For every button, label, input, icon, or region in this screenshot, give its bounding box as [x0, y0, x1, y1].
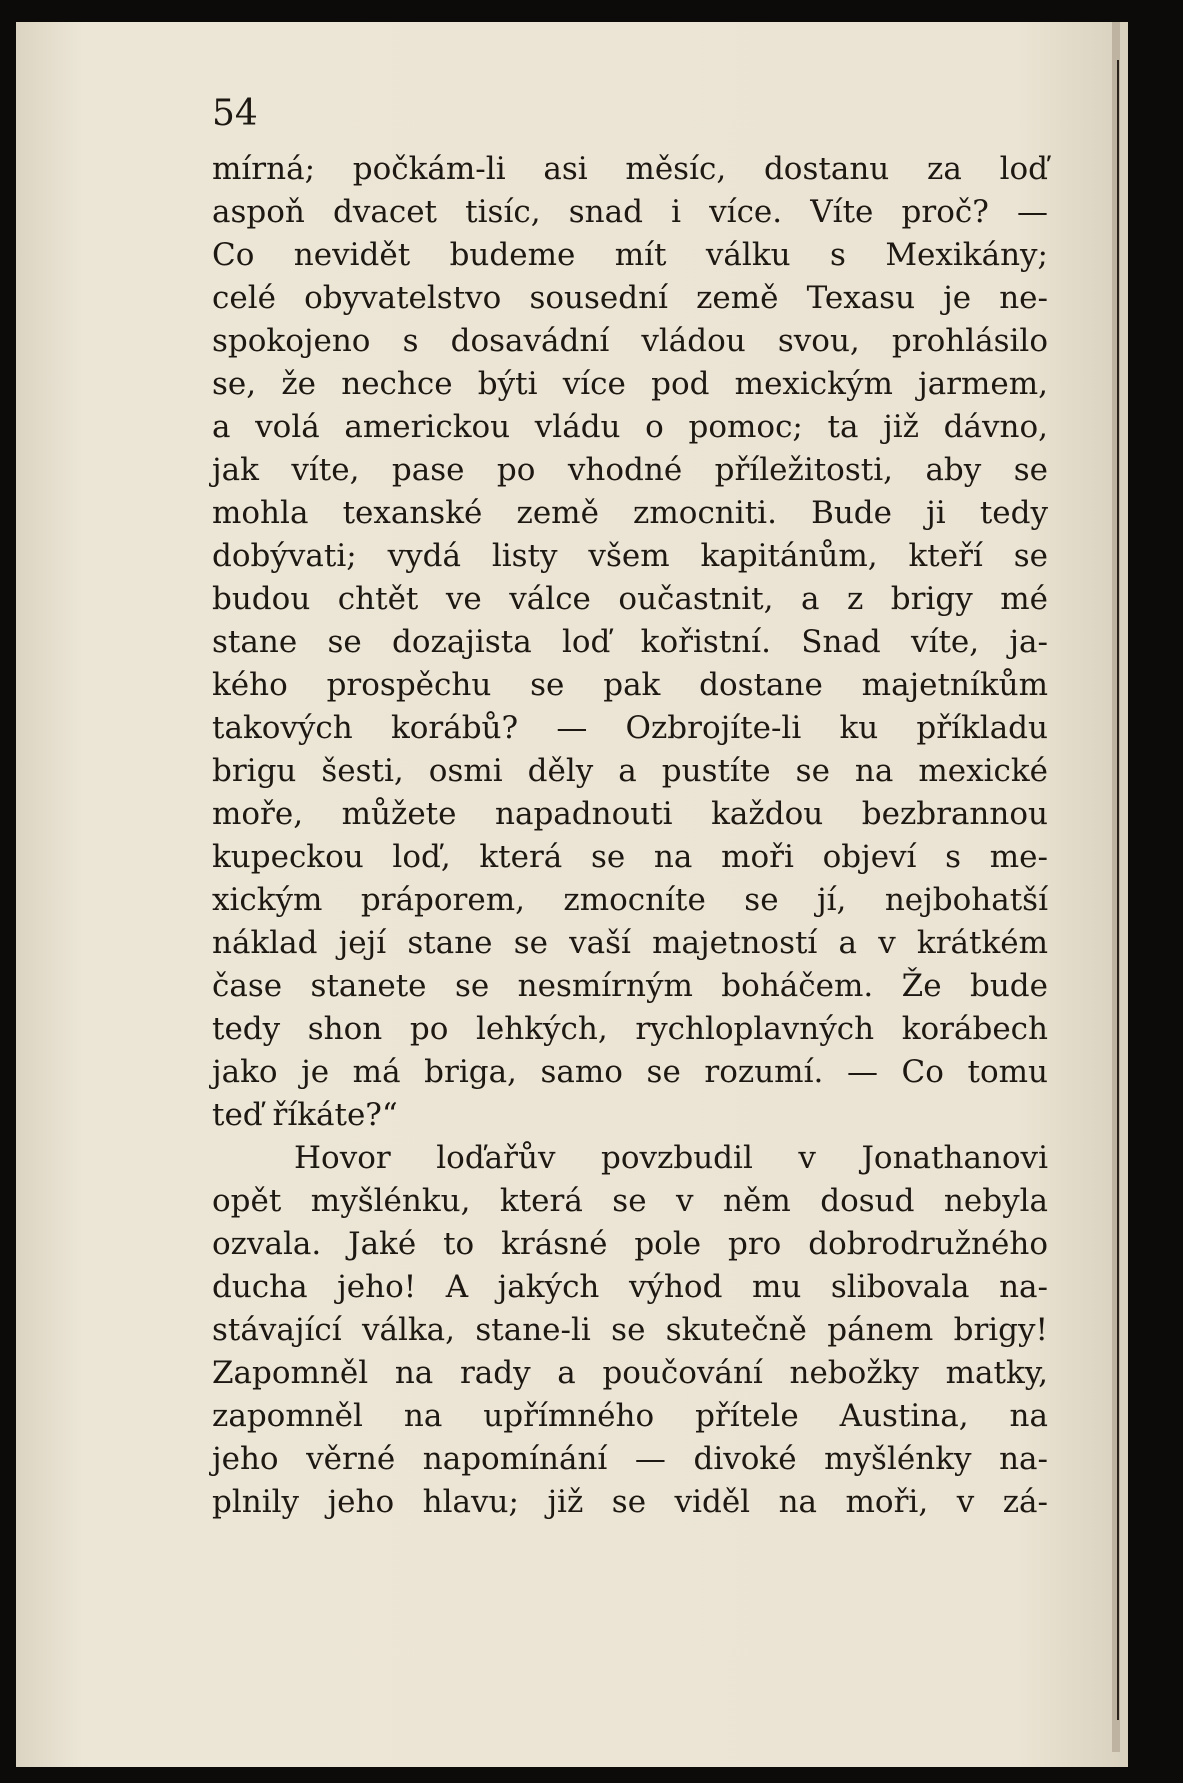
text-line: xickým práporem, zmocníte se jí, nejbohatší [212, 882, 1048, 918]
text-line: aspoň dvacet tisíc, snad i více. Víte proč? — [212, 194, 1048, 230]
text-line: opět myšlénku, která se v něm dosud nebyla [212, 1183, 1048, 1219]
body-text [212, 148, 1048, 1524]
text-line: zapomněl na upřímného přítele Austina, na [212, 1398, 1048, 1434]
text-line: jeho věrné napomínání — divoké myšlénky na- [212, 1441, 1048, 1477]
text-line: stane se dozajista loď kořistní. Snad víte, ja- [212, 624, 1048, 660]
page-content [212, 92, 1048, 1524]
text-line: mírná; počkám-li asi měsíc, dostanu za loď [212, 151, 1048, 187]
text-line: brigu šesti, osmi děly a pustíte se na mexické [212, 753, 1048, 789]
text-line: dobývati; vydá listy všem kapitánům, kteří se [212, 538, 1048, 574]
text-line: tedy shon po lehkých, rychloplavných korábech [212, 1011, 1048, 1047]
text-line: stávající válka, stane-li se skutečně pánem brigy! [212, 1312, 1048, 1348]
text-line: Zapomněl na rady a poučování nebožky matky, [212, 1355, 1048, 1391]
text-line: spokojeno s dosavádní vládou svou, prohlásilo [212, 323, 1048, 359]
text-line: jak víte, pase po vhodné příležitosti, aby se [212, 452, 1048, 488]
text-line: moře, můžete napadnouti každou bezbrannou [212, 796, 1048, 832]
text-line: náklad její stane se vaší majetností a v krátkém [212, 925, 1048, 961]
paragraph-start-line: Hovor loďařův povzbudil v Jonathanovi [294, 1140, 1048, 1176]
text-line: takových korábů? — Ozbrojíte-li ku příkladu [212, 710, 1048, 746]
text-line: Co nevidět budeme mít válku s Mexikány; [212, 237, 1048, 273]
text-line: plnily jeho hlavu; již se viděl na moři, v zá- [212, 1484, 1048, 1520]
page-edge-shadow [1117, 60, 1119, 1720]
page-number: 54 [212, 93, 258, 134]
text-line: kého prospěchu se pak dostane majetníkům [212, 667, 1048, 703]
text-line: teď říkáte?“ [212, 1097, 398, 1133]
text-line: mohla texanské země zmocniti. Bude ji tedy [212, 495, 1048, 531]
text-line: celé obyvatelstvo sousední země Texasu je ne- [212, 280, 1048, 316]
text-line: kupeckou loď, která se na moři objeví s me- [212, 839, 1048, 875]
text-line: ducha jeho! A jakých výhod mu slibovala na- [212, 1269, 1048, 1305]
text-line: jako je má briga, samo se rozumí. — Co tomu [212, 1054, 1048, 1090]
text-line: se, že nechce býti více pod mexickým jarmem, [212, 366, 1048, 402]
text-line: čase stanete se nesmírným boháčem. Že bude [212, 968, 1048, 1004]
text-line: budou chtět ve válce oučastnit, a z brigy mé [212, 581, 1048, 617]
text-line: a volá americkou vládu o pomoc; ta již dávno, [212, 409, 1048, 445]
text-line: ozvala. Jaké to krásné pole pro dobrodružného [212, 1226, 1048, 1262]
